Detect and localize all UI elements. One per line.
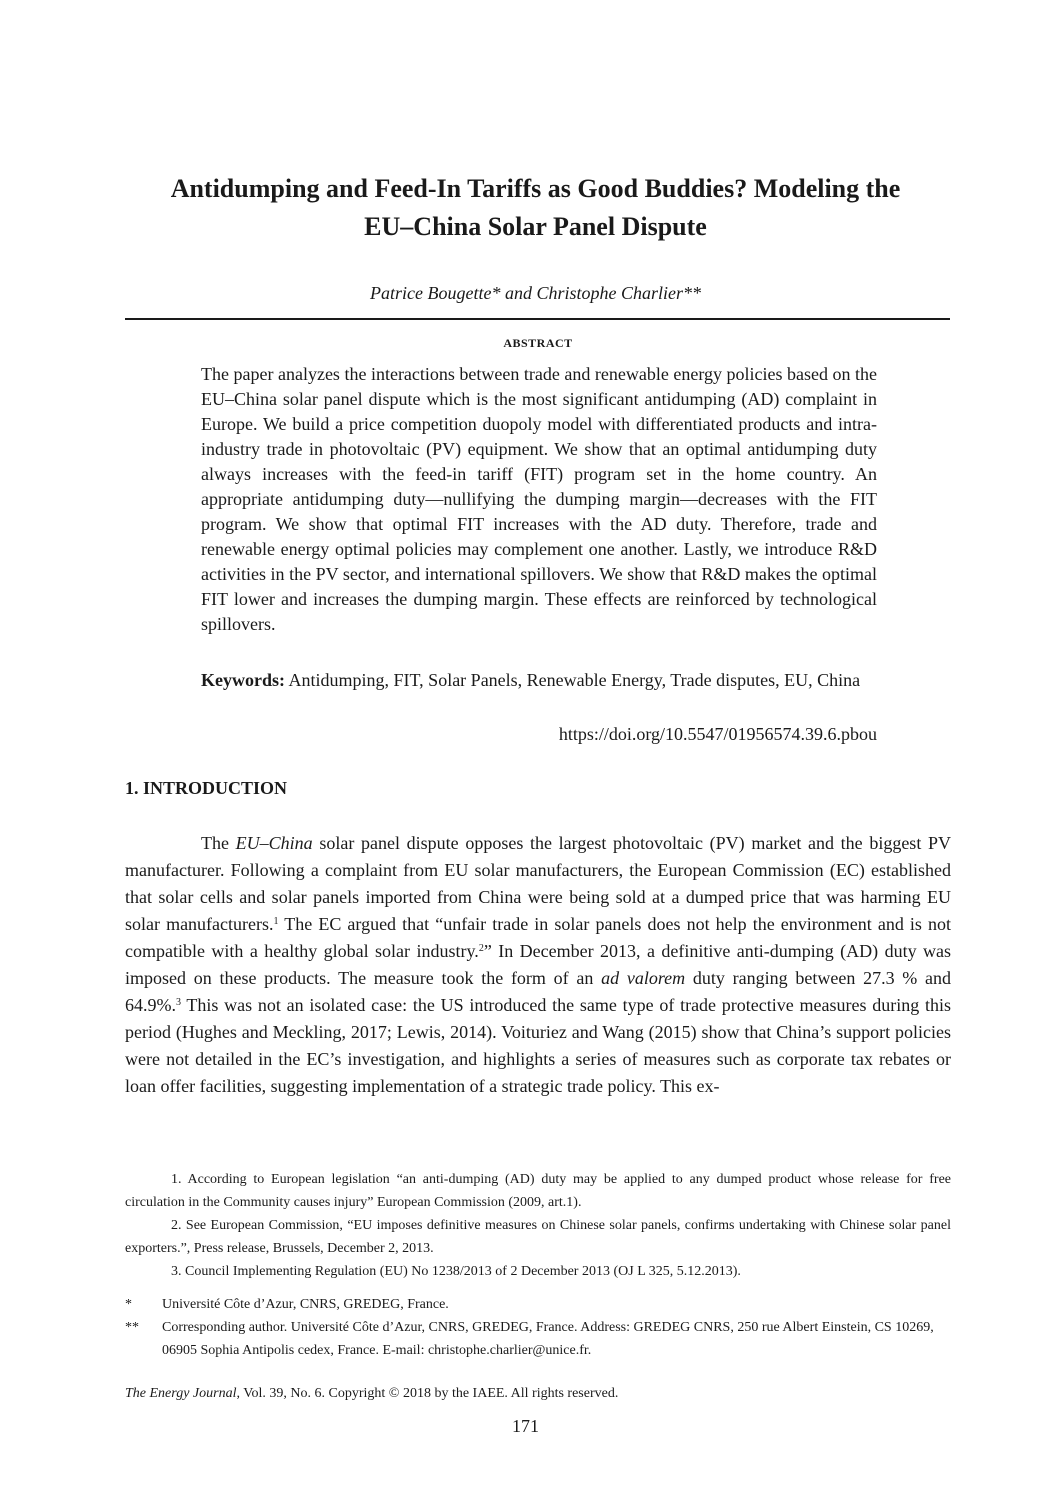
title-line-2: EU–China Solar Panel Dispute: [364, 212, 707, 241]
abstract-heading: ABSTRACT: [503, 336, 573, 350]
footnote-1: 1. According to European legislation “an anti-dumping (AD) duty may be applied to any dumped product whose release for free circulation in the Community causes injury” European Commission (2009, art.1).: [125, 1172, 951, 1210]
journal-details: , Vol. 39, No. 6. Copyright © 2018 by the IAEE. All rights reserved.: [236, 1386, 619, 1401]
journal-name: The Energy Journal: [125, 1386, 237, 1401]
footnotes: [125, 1168, 951, 1283]
abstract-text: The paper analyzes the interactions between trade and renewable energy policies based on the EU–China solar panel dispute which is the most significant antidumping (AD) complaint in Europe. We build a price competition duopoly model with differentiated products and intra-industry trade in photovoltaic (PV) equipment. We show that an optimal antidumping duty always increases with the feed-in tariff (FIT) program set in the home country. An appropriate antidumping duty—nullifying the dumping margin—decreases with the FIT program. We show that optimal FIT increases with the AD duty. Therefore, trade and renewable energy optimal policies may complement one another. Lastly, we introduce R&D activities in the PV sector, and international spillovers. We show that R&D makes the optimal FIT lower and increases the dumping margin. These effects are reinforced by technological spillovers.: [201, 364, 877, 634]
intro-text-5: duty ranging between 27.3 % and 64.9%.: [125, 968, 952, 1015]
affiliation-1: [125, 1293, 951, 1316]
intro-emphasis-2: ad valorem: [601, 968, 686, 988]
intro-text-4: ” In December 2013, a definitive anti-dumping (AD) duty was imposed on these products. The measure took the form of an: [125, 941, 951, 988]
page-number: 171: [512, 1416, 539, 1436]
keywords-label: Keywords:: [201, 670, 285, 690]
intro-text-2: solar panel dispute opposes the largest photovoltaic (PV) market and the biggest PV manufacturer. Following a complaint from EU solar manufacturers, the European Commission (EC) established that solar cells and solar panels imported from China were being sold at a dumped price that was harming EU solar manufacturers.: [125, 833, 951, 934]
section-heading-introduction: 1. INTRODUCTION: [125, 778, 288, 798]
affiliation-text-1: Université Côte d’Azur, CNRS, GREDEG, France.: [162, 1297, 449, 1312]
keywords: [201, 668, 877, 693]
introduction-paragraph: [125, 830, 951, 1100]
footnote-ref-2[interactable]: 2: [478, 943, 484, 954]
author-list: Patrice Bougette* and Christophe Charlier**: [370, 283, 701, 303]
affiliation-2: [125, 1316, 951, 1362]
journal-citation: [125, 1383, 618, 1405]
paper-title: [110, 170, 961, 246]
title-line-1: Antidumping and Feed-In Tariffs as Good Buddies? Modeling the: [170, 174, 901, 203]
footnote-2: 2. See European Commission, “EU imposes definitive measures on Chinese solar panels, confirms undertaking with Chinese solar panel exporters.”, Press release, Brussels, December 2, 2013.: [125, 1218, 951, 1256]
affiliation-mark-1: *: [125, 1297, 132, 1312]
intro-text-6: This was not an isolated case: the US introduced the same type of trade protective measures during this period (Hughes and Meckling, 2017; Lewis, 2014). Voituriez and Wang (2015) show that China’s support policies were not detailed in the EC’s investigation, and highlights a series of measures such as corporate tax rebates or loan offer facilities, suggesting implementation of a strategic trade policy. This ex-: [125, 995, 951, 1096]
doi-link[interactable]: https://doi.org/10.5547/01956574.39.6.pbou: [558, 724, 877, 744]
footnote-ref-1[interactable]: 1: [273, 916, 279, 927]
footnote-ref-3[interactable]: 3: [176, 997, 181, 1008]
title-divider: [125, 318, 950, 320]
footnote-3: 3. Council Implementing Regulation (EU) No 1238/2013 of 2 December 2013 (OJ L 325, 5.12.2013).: [171, 1264, 741, 1279]
intro-emphasis-1: EU–China: [235, 833, 313, 853]
affiliation-text-2: Corresponding author. Université Côte d’Azur, CNRS, GREDEG, France. Address: GREDEG CNRS, 250 rue Albert Einstein, CS 10269, 06905 Sophia Antipolis cedex, France. E-mail: christophe.charlier@unice.fr.: [162, 1320, 934, 1358]
keywords-list: Antidumping, FIT, Solar Panels, Renewable Energy, Trade disputes, EU, China: [288, 670, 861, 690]
intro-text-1: The: [201, 833, 236, 853]
intro-text-3: The EC argued that “unfair trade in solar panels does not help the environment and is not compatible with a healthy global solar industry.: [125, 914, 951, 961]
author-affiliations: [125, 1293, 951, 1362]
affiliation-mark-2: **: [125, 1320, 139, 1335]
